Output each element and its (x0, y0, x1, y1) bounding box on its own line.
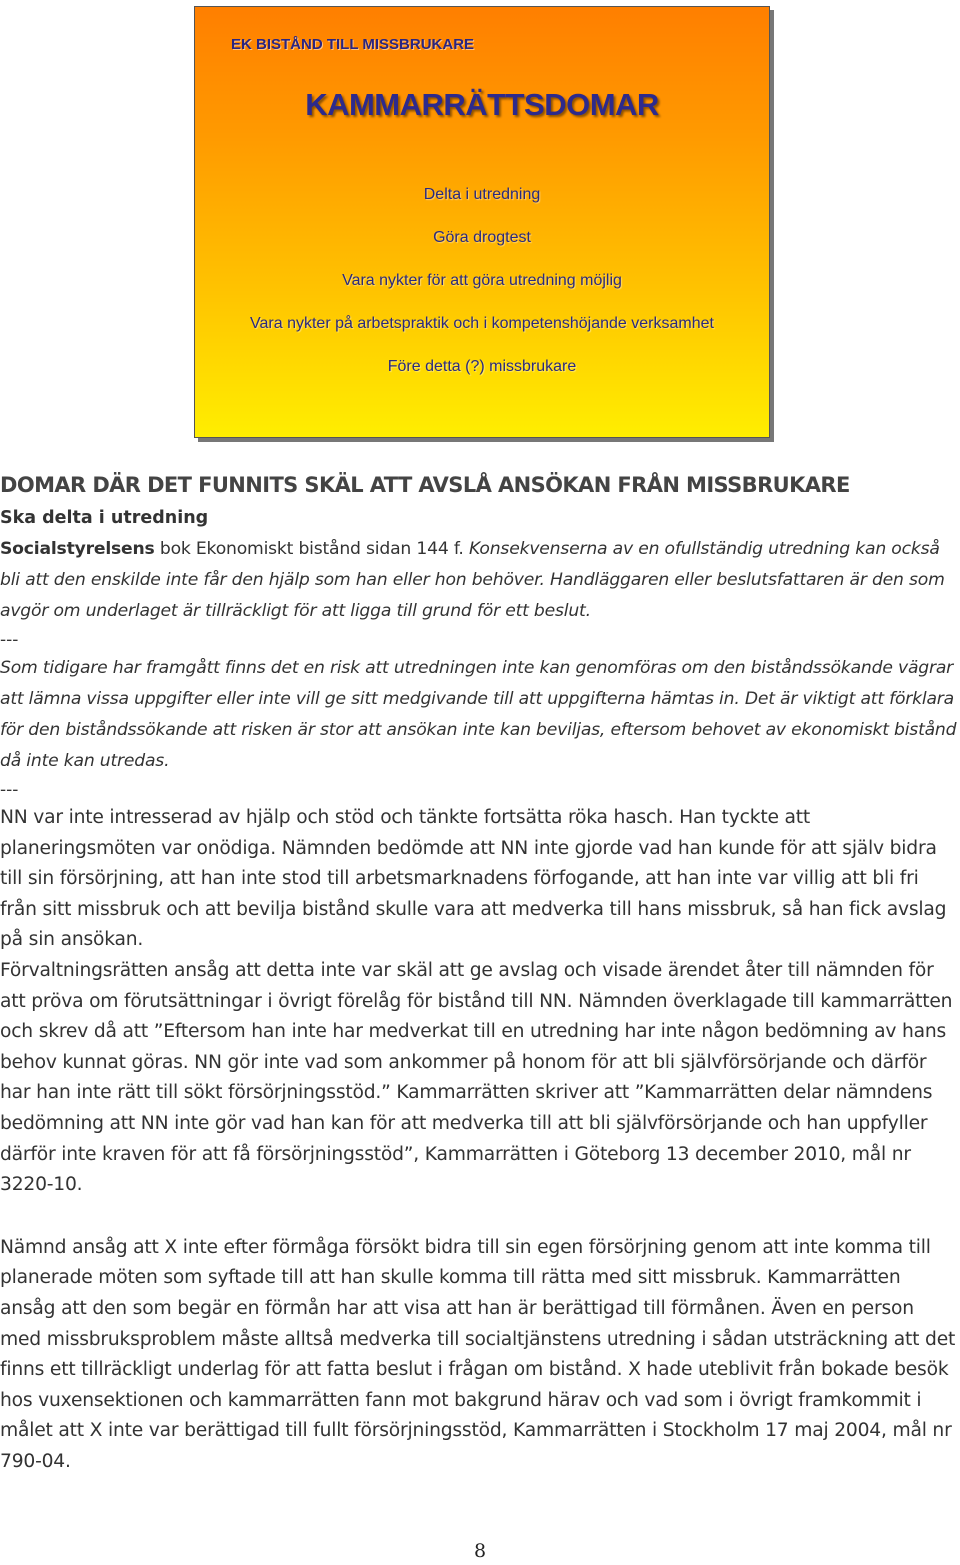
document-body (0, 468, 958, 1477)
banner-subtitle: EK BISTÅND TILL MISSBRUKARE (231, 36, 475, 53)
case-paragraph: NN var inte intresserad av hjälp och stöd och tänkte fortsätta röka hasch. Han tyckte att planeringsmöten var onödiga. Nämnden bedömde att NN inte gjorde vad han kunde för att själv bidra till sin försörjning, att han inte stod till arbetsmarknadens förfogande, att han inte var villig att bli fri från sitt missbruk och att bevilja bistånd skulle vara att medverka till hans missbruk, så han fick avslag på sin ansökan. (0, 807, 947, 951)
banner-item: Delta i utredning (423, 186, 541, 203)
section-subheading: Ska delta i utredning (0, 508, 209, 528)
banner-item: Vara nykter för att göra utredning möjlig (342, 272, 622, 289)
quote-text: Som tidigare har framgått finns det en risk att utredningen inte kan genomföras om den biståndssökande vägrar att lämna vissa uppgifter eller inte vill ge sitt medgivande till att uppgifterna hämtas in. Det är viktigt att förklara för den biståndssökande att risken är stor att ansökan inte kan beviljas, eftersom behovet av ekonomiskt bistånd då inte kan utredas. (0, 658, 957, 771)
banner-item: Före detta (?) missbrukare (387, 358, 577, 375)
reference-text: bok Ekonomiskt bistånd sidan 144 f. (154, 539, 469, 559)
banner-title: KAMMARRÄTTSDOMAR (305, 87, 659, 122)
reference-quote: Konsekvenserna av en ofullständig utredning kan också bli att den enskilde inte får den hjälp som han eller hon behöver. Handläggaren eller beslutsfattaren är den som avgör om underlaget är tillräckligt för att ligga till grund för ett beslut. (0, 539, 945, 621)
section-heading: DOMAR DÄR DET FUNNITS SKÄL ATT AVSLÅ ANSÖKAN FRÅN MISSBRUKARE (0, 473, 850, 497)
quote-paragraph (0, 653, 958, 777)
title-banner (194, 6, 770, 438)
separator: --- (0, 780, 19, 800)
paragraph-gap (0, 1201, 958, 1233)
reference-source: Socialstyrelsens (0, 539, 155, 559)
reference-paragraph (0, 534, 958, 627)
banner-item: Vara nykter på arbetspraktik och i kompetenshöjande verksamhet (250, 315, 714, 332)
banner-list (195, 173, 769, 388)
case-paragraph: Nämnd ansåg att X inte efter förmåga försökt bidra till sin egen försörjning genom att inte komma till planerade möten som syftade till att han skulle komma till rätta med sitt missbruk. Kammarrätten ansåg att den som begär en förmån har att visa att han är berättigad till förmånen. Även en person med missbruksproblem måste alltså medverka till socialtjänstens utredning i sådan utsträckning att det finns ett tillräckligt underlag för att fatta beslut i frågan om bistånd. X hade uteblivit från bokade besök hos vuxensektionen och kammarrätten fann mot bakgrund härav och vad som i övrigt framkommit i målet att X inte var berättigad till fullt försörjningsstöd, Kammarrätten i Stockholm 17 maj 2004, mål nr 790-04. (0, 1236, 956, 1472)
case-paragraph: Förvaltningsrätten ansåg att detta inte var skäl att ge avslag och visade ärendet åter till nämnden för att pröva om förutsättningar i övrigt förelåg för bistånd till NN. Nämnden överklagade till kammarrätten och skrev då att ”Eftersom han inte har medverkat till en utredning har inte någon bedömning av hans behov kunnat göras. NN gör inte vad som ankommer på honom för att bli självförsörjande och därför har han inte rätt till sökt försörjningsstöd.” Kammarrätten skriver att ”Kammarrätten delar nämndens bedömning att NN inte gör vad han kan för att medverka till att bli självförsörjande och han uppfyller därför inte kraven för att få försörjningsstöd”, Kammarrätten i Göteborg 13 december 2010, mål nr 3220-10. (0, 959, 953, 1196)
banner-item: Göra drogtest (433, 229, 531, 246)
page-number: 8 (473, 1540, 487, 1562)
separator: --- (0, 630, 19, 650)
